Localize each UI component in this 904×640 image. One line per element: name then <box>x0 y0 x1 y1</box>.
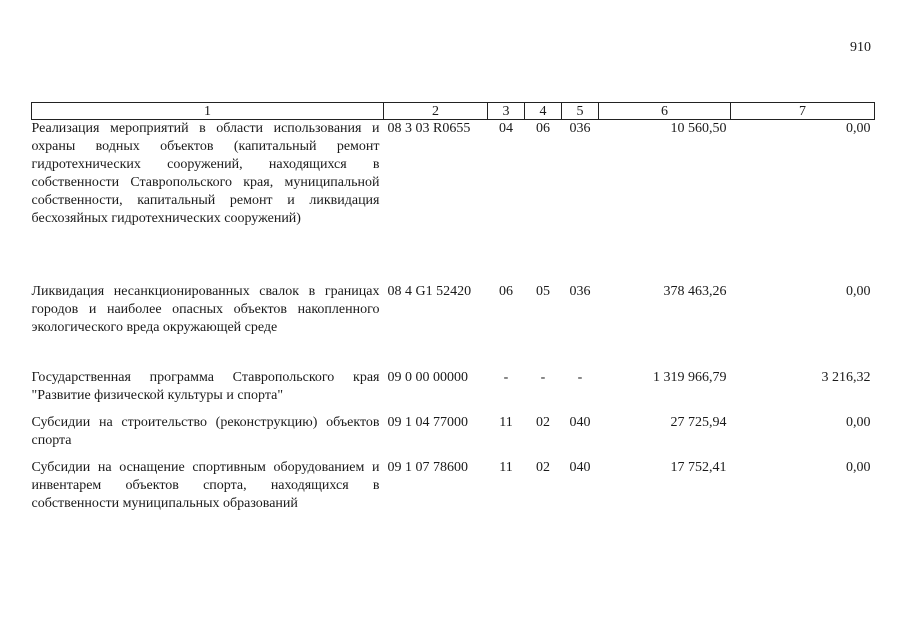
row-col5: 040 <box>569 415 591 430</box>
table-row <box>32 414 875 459</box>
row-amount-6: 17 752,41 <box>670 460 727 475</box>
column-header-7: 7 <box>731 103 875 120</box>
row-name: Ликвидация несанкционированных свалок в границах городов и наиболее опасных объектов накопленного экологического вреда окружающей среде <box>31 284 380 335</box>
table-row <box>32 369 875 414</box>
row-col4: - <box>540 370 546 385</box>
row-amount-7: 0,00 <box>846 284 871 299</box>
row-col5: 040 <box>569 460 591 475</box>
row-col4: 02 <box>536 460 550 475</box>
row-amount-7: 0,00 <box>846 460 871 475</box>
table-row <box>32 120 875 284</box>
row-code: 09 1 07 78600 <box>387 460 468 475</box>
row-amount-7: 3 216,32 <box>821 370 871 385</box>
column-header-4: 4 <box>525 103 562 120</box>
row-name: Государственная программа Ставропольского края "Развитие физической культуры и спорта" <box>31 370 380 403</box>
column-header-3: 3 <box>488 103 525 120</box>
row-col4: 05 <box>536 284 550 299</box>
column-header-6: 6 <box>599 103 731 120</box>
row-name: Субсидии на оснащение спортивным оборудованием и инвентарем объектов спорта, находящихся в собственности муниципальных образований <box>31 460 380 511</box>
row-code: 08 3 03 R0655 <box>387 121 471 136</box>
row-amount-7: 0,00 <box>846 415 871 430</box>
row-amount-6: 27 725,94 <box>670 415 727 430</box>
column-header-5: 5 <box>562 103 599 120</box>
row-amount-7: 0,00 <box>846 121 871 136</box>
header-row <box>32 103 875 120</box>
row-col3: 04 <box>499 121 513 136</box>
row-col5: 036 <box>569 121 591 136</box>
row-col3: - <box>503 370 509 385</box>
column-header-2: 2 <box>384 103 488 120</box>
row-amount-6: 1 319 966,79 <box>653 370 727 385</box>
row-code: 09 1 04 77000 <box>387 415 468 430</box>
row-col3: 11 <box>499 460 513 475</box>
row-code: 09 0 00 00000 <box>387 370 468 385</box>
row-col3: 11 <box>499 415 513 430</box>
row-code: 08 4 G1 52420 <box>387 284 472 299</box>
row-col5: - <box>577 370 583 385</box>
row-col4: 02 <box>536 415 550 430</box>
budget-table <box>31 102 875 519</box>
row-name: Субсидии на строительство (реконструкцию) объектов спорта <box>31 415 380 448</box>
row-col3: 06 <box>499 284 513 299</box>
row-col5: 036 <box>569 284 591 299</box>
table-row <box>32 283 875 369</box>
row-amount-6: 10 560,50 <box>670 121 727 136</box>
page-number: 910 <box>850 40 871 55</box>
row-amount-6: 378 463,26 <box>663 284 727 299</box>
row-name: Реализация мероприятий в области использования и охраны водных объектов (капитальный ремонт гидротехнических сооружений, находящихся в собственности Ставропольского края, муниципальной собственности, капитальный ремонт и ликвидация бесхозяйных гидротехнических сооружений) <box>31 121 380 226</box>
column-header-1: 1 <box>32 103 384 120</box>
table-row <box>32 459 875 519</box>
row-col4: 06 <box>536 121 550 136</box>
